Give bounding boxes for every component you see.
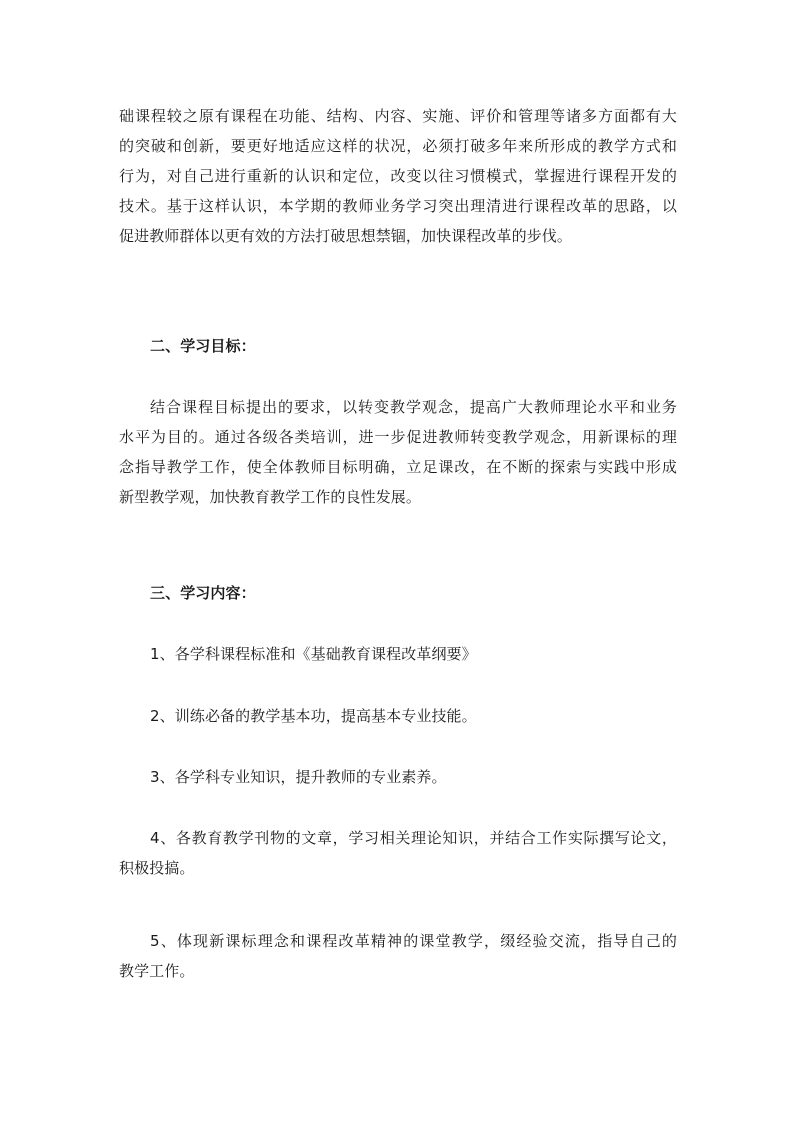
list-item-1: [119, 639, 677, 669]
section-2-paragraph: [119, 392, 677, 512]
list-item-line: 教学工作。: [119, 962, 195, 980]
list-item-5: [119, 926, 677, 986]
paragraph-line: 行为，对自己进行重新的认识和定位，改变以往习惯模式，掌握进行课程开发的: [119, 167, 677, 185]
list-item-line: 3、各学科专业知识，提升教师的专业素养。: [150, 768, 447, 786]
list-item-3: [119, 762, 677, 792]
intro-paragraph: [119, 101, 677, 251]
paragraph-line: 水平为目的。通过各级各类培训，进一步促进教师转变教学观念，用新课标的理: [119, 428, 677, 446]
section-3-heading-block: [119, 578, 677, 608]
paragraph-line: 技术。基于这样认识，本学期的教师业务学习突出理清进行课程改革的思路，以: [119, 197, 677, 215]
paragraph-line: 结合课程目标提出的要求，以转变教学观念，提高广大教师理论水平和业务: [150, 398, 677, 416]
list-item-line: 4、各教育教学刊物的文章，学习相关理论知识，并结合工作实际撰写论文，: [150, 829, 677, 847]
list-item-line: 2、训练必备的教学基本功，提高基本专业技能。: [150, 707, 477, 725]
list-item-line: 5、体现新课标理念和课程改革精神的课堂教学，缀经验交流，指导自己的: [150, 932, 677, 950]
paragraph-line: 础课程较之原有课程在功能、结构、内容、实施、评价和管理等诸多方面都有大: [119, 107, 677, 125]
section-2-heading-block: [119, 331, 677, 361]
paragraph-line: 的突破和创新，要更好地适应这样的状况，必须打破多年来所形成的教学方式和: [119, 137, 677, 155]
list-item-line: 积极投搞。: [119, 859, 195, 877]
paragraph-line: 新型教学观，加快教育教学工作的良性发展。: [119, 488, 422, 506]
list-item-line: 1、各学科课程标准和《基础教育课程改革纲要》: [150, 645, 477, 663]
paragraph-line: 促进教师群体以更有效的方法打破思想禁锢，加快课程改革的步伐。: [119, 227, 573, 245]
paragraph-line: 念指导教学工作，使全体教师目标明确，立足课改，在不断的探索与实践中形成: [119, 458, 677, 476]
list-item-2: [119, 701, 677, 731]
section-2-heading: 二、学习目标：: [150, 337, 256, 355]
section-3-heading: 三、学习内容：: [150, 584, 256, 602]
list-item-4: [119, 823, 677, 883]
